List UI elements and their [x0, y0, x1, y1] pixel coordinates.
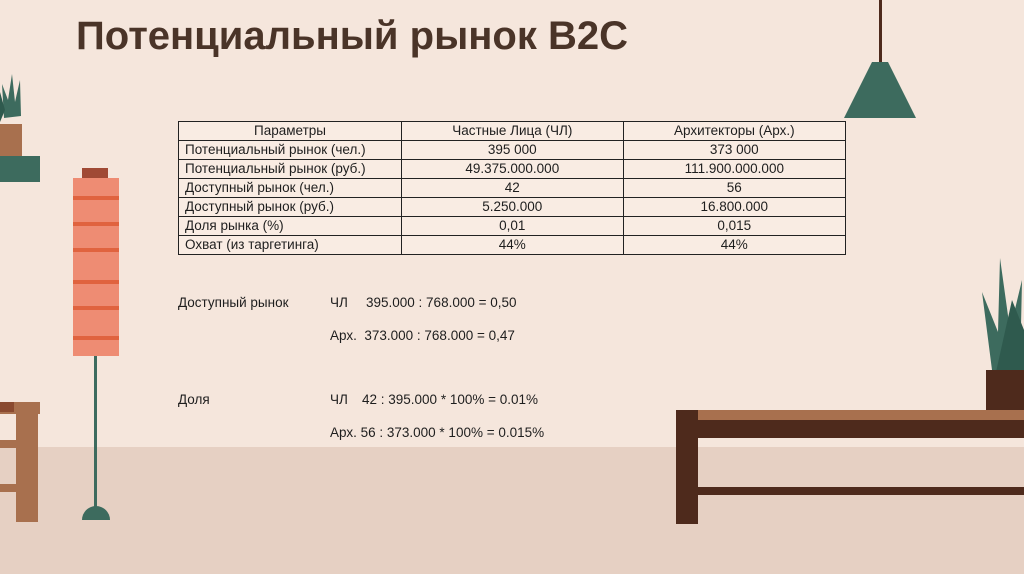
header-private: Частные Лица (ЧЛ): [402, 122, 624, 141]
row-value-private: 42: [402, 179, 624, 198]
row-value-private: 44%: [402, 236, 624, 255]
row-label: Доля рынка (%): [179, 217, 402, 236]
row-value-private: 0,01: [402, 217, 624, 236]
table-row: [179, 198, 846, 217]
plant-shelf-left: [0, 74, 40, 182]
available-private-formula: 395.000 : 768.000 = 0,50: [366, 295, 517, 310]
available-architects-formula: Арх. 373.000 : 768.000 = 0,47: [330, 328, 515, 343]
row-value-architects: 44%: [623, 236, 845, 255]
table-row: [179, 236, 846, 255]
pendant-lamp: [844, 0, 916, 118]
row-value-architects: 56: [623, 179, 845, 198]
row-value-architects: 0,015: [623, 217, 845, 236]
row-label: Потенциальный рынок (руб.): [179, 160, 402, 179]
row-label: Потенциальный рынок (чел.): [179, 141, 402, 160]
row-value-architects: 111.900.000.000: [623, 160, 845, 179]
header-params: Параметры: [179, 122, 402, 141]
row-value-architects: 16.800.000: [623, 198, 845, 217]
bench-right: [676, 410, 1024, 524]
page-title: Потенциальный рынок B2C: [76, 14, 628, 58]
row-value-private: 49.375.000.000: [402, 160, 624, 179]
row-label: Доступный рынок (руб.): [179, 198, 402, 217]
share-label: Доля: [178, 392, 210, 407]
market-table: [178, 121, 846, 255]
share-private-prefix: ЧЛ: [330, 392, 348, 407]
table-row: [179, 141, 846, 160]
row-label: Доступный рынок (чел.): [179, 179, 402, 198]
row-label: Охват (из таргетинга): [179, 236, 402, 255]
table-header-row: [179, 122, 846, 141]
table-row: [179, 217, 846, 236]
share-private-formula: 42 : 395.000 * 100% = 0.01%: [362, 392, 539, 407]
row-value-private: 395 000: [402, 141, 624, 160]
table-row: [179, 179, 846, 198]
plant-right: [982, 258, 1024, 412]
header-architects: Архитекторы (Арх.): [623, 122, 845, 141]
floor-lamp: [73, 168, 119, 520]
share-architects-formula: Арх. 56 : 373.000 * 100% = 0.015%: [330, 425, 545, 440]
table-row: [179, 160, 846, 179]
available-private-prefix: ЧЛ: [330, 295, 348, 310]
row-value-private: 5.250.000: [402, 198, 624, 217]
chair-left: [0, 402, 40, 522]
row-value-architects: 373 000: [623, 141, 845, 160]
available-market-label: Доступный рынок: [178, 295, 289, 310]
